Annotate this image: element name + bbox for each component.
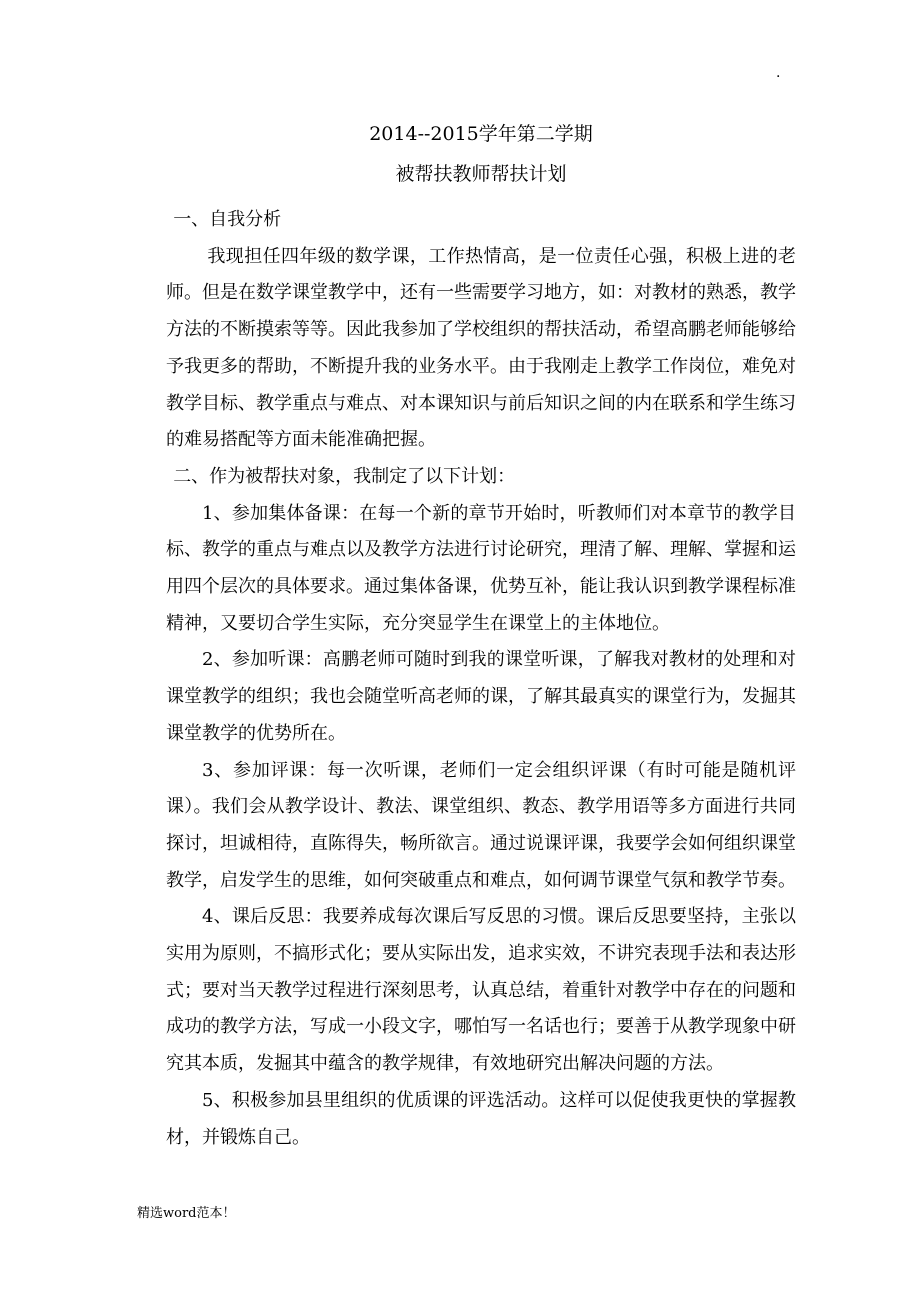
corner-mark: ·: [776, 69, 781, 85]
self-analysis-paragraph: 我现担任四年级的数学课，工作热情高，是一位责任心强，积极上进的老师。但是在数学课堂教学中，还有一些需要学习地方，如：对教材的熟悉，教学方法的不断摸索等等。因此我参加了学校组织的帮扶活动，希望高鹏老师能够给予我更多的帮助，不断提升我的业务水平。由于我刚走上教学工作岗位，难免对教学目标、教学重点与难点、对本课知识与前后知识之间的内在联系和学生练习的难易搭配等方面未能准确把握。: [166, 245, 796, 451]
document-body: [166, 118, 796, 1156]
plan-item-post-lesson-reflection: 4、课后反思：我要养成每次课后写反思的习惯。课后反思要坚持，主张以实用为原则，不搞形式化；要从实际出发，追求实效，不讲究表现手法和表达形式；要对当天教学过程进行深刻思考，认真总结，着重针对教学中存在的问题和成功的教学方法，写成一小段文字，哪怕写一名话也行；要善于从教学现象中研究其本质，发掘其中蕴含的教学规律，有效地研究出解决问题的方法。: [166, 906, 796, 1075]
document-title: 2014--2015学年第二学期: [369, 123, 593, 145]
plan-item-lesson-observation: 2、参加听课：高鹏老师可随时到我的课堂听课，了解我对教材的处理和对课堂教学的组织；我也会随堂听高老师的课，了解其最真实的课堂行为，发掘其课堂教学的优势所在。: [166, 649, 796, 744]
document-subtitle: 被帮扶教师帮扶计划: [395, 163, 567, 185]
plan-item-quality-lesson-competition: 5、积极参加县里组织的优质课的评选活动。这样可以促使我更快的掌握教材，并锻炼自己。: [166, 1089, 796, 1148]
page-footer: 精选word范本！: [137, 1206, 236, 1221]
section-heading-plan: 二、作为被帮扶对象，我制定了以下计划：: [173, 465, 516, 487]
plan-item-collective-lesson-prep: 1、参加集体备课：在每一个新的章节开始时，听教师们对本章节的教学目标、教学的重点与难点以及教学方法进行讨论研究，理清了解、理解、掌握和运用四个层次的具体要求。通过集体备课，优势互补，能让我认识到教学课程标准精神，又要切合学生实际，充分突显学生在课堂上的主体地位。: [166, 502, 796, 634]
section-heading-self-analysis: 一、自我分析: [173, 209, 282, 230]
plan-item-lesson-evaluation: 3、参加评课：每一次听课，老师们一定会组织评课（有时可能是随机评课）。我们会从教学设计、教法、课堂组织、教态、教学用语等多方面进行共同探讨，坦诚相待，直陈得失，畅所欲言。通过说课评课，我要学会如何组织课堂教学，启发学生的思维，如何突破重点和难点，如何调节课堂气氛和教学节奏。: [166, 759, 796, 891]
